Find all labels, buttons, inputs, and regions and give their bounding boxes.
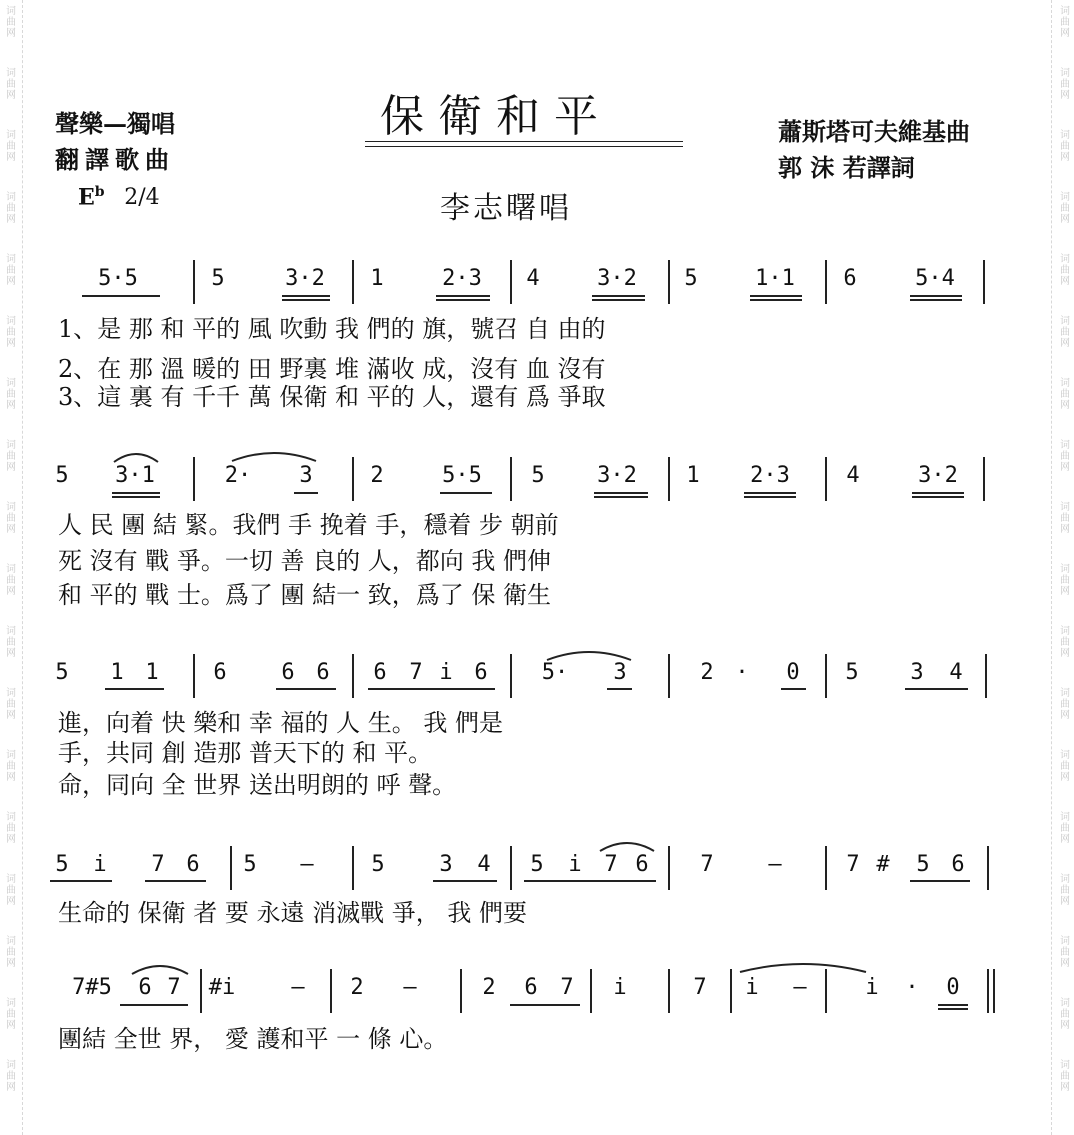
note: 5 bbox=[55, 852, 69, 877]
note: 1 bbox=[370, 266, 384, 291]
note: 6 bbox=[474, 660, 488, 685]
watermark-text: 词 曲 网 bbox=[6, 626, 16, 659]
lyric-line3-verse1: 進，向着 快 樂和 幸 福的 人 生。 我 們是 bbox=[58, 709, 504, 737]
beam-underline bbox=[436, 295, 490, 297]
note: 5 bbox=[371, 852, 385, 877]
title-underline-1 bbox=[365, 141, 683, 142]
note: 3·2 bbox=[597, 266, 637, 291]
barline bbox=[825, 654, 827, 698]
barline bbox=[200, 969, 202, 1013]
note: 1 bbox=[145, 660, 159, 685]
watermark-text: 词 曲 网 bbox=[6, 688, 16, 721]
note: i bbox=[613, 975, 627, 1000]
beam-underline bbox=[282, 295, 330, 297]
watermark-text: 词 曲 网 bbox=[6, 68, 16, 101]
barline bbox=[510, 457, 512, 501]
barline bbox=[825, 969, 827, 1013]
lyric-line1-verse1: 1、是 那 和 平的 風 吹動 我 們的 旗，號召 自 由的 bbox=[58, 315, 606, 343]
slur-tie bbox=[545, 646, 633, 662]
note: — bbox=[793, 975, 807, 1000]
beam-underline bbox=[524, 880, 656, 882]
note: i bbox=[439, 660, 453, 685]
lyricist: 郭 沫 若譯詞 bbox=[778, 153, 915, 182]
barline bbox=[668, 969, 670, 1013]
barline bbox=[668, 846, 670, 890]
key-signature bbox=[78, 184, 160, 210]
watermark-text: 词 曲 网 bbox=[6, 936, 16, 969]
barline bbox=[987, 969, 989, 1013]
watermark-text: 词 曲 网 bbox=[6, 564, 16, 597]
watermark-text: 词 曲 网 bbox=[6, 316, 16, 349]
watermark-text: 词 曲 网 bbox=[6, 192, 16, 225]
watermark-text: 词 曲 网 bbox=[1060, 688, 1070, 721]
note: 7 bbox=[151, 852, 165, 877]
note: 3·2 bbox=[918, 463, 958, 488]
note: # bbox=[876, 852, 890, 877]
beam-underline bbox=[905, 688, 968, 690]
note: 2·3 bbox=[750, 463, 790, 488]
barline bbox=[985, 654, 987, 698]
note: — bbox=[403, 975, 417, 1000]
barline bbox=[352, 457, 354, 501]
title-underline-2 bbox=[365, 146, 683, 147]
note: — bbox=[300, 852, 314, 877]
composer: 蕭斯塔可夫維基曲 bbox=[778, 117, 970, 146]
barline bbox=[668, 457, 670, 501]
beam-underline bbox=[912, 496, 964, 498]
note: 5·4 bbox=[915, 266, 955, 291]
note: 0 bbox=[786, 660, 800, 685]
barline bbox=[352, 260, 354, 304]
slur-tie bbox=[230, 447, 318, 463]
barline bbox=[510, 846, 512, 890]
note: 6 bbox=[373, 660, 387, 685]
note: 3·2 bbox=[597, 463, 637, 488]
barline bbox=[510, 260, 512, 304]
barline bbox=[230, 846, 232, 890]
beam-underline bbox=[592, 299, 645, 301]
note: i bbox=[568, 852, 582, 877]
slur-tie bbox=[598, 837, 656, 853]
note: 7 bbox=[846, 852, 860, 877]
page-title: 保衛和平 bbox=[380, 91, 612, 142]
note: 6 bbox=[635, 852, 649, 877]
slur-tie bbox=[130, 960, 190, 976]
beam-underline bbox=[781, 688, 806, 690]
note: 5 bbox=[684, 266, 698, 291]
note: 1 bbox=[686, 463, 700, 488]
beam-underline bbox=[510, 1004, 580, 1006]
barline bbox=[983, 260, 985, 304]
barline bbox=[352, 846, 354, 890]
lyric-line3-verse2: 手，共同 創 造那 普天下的 和 平。 bbox=[58, 739, 433, 767]
note: 7 bbox=[693, 975, 707, 1000]
watermark-text: 词 曲 网 bbox=[1060, 130, 1070, 163]
barline bbox=[825, 846, 827, 890]
note: 2· bbox=[224, 463, 252, 488]
watermark-text: 词 曲 网 bbox=[1060, 440, 1070, 473]
note: #i bbox=[208, 975, 236, 1000]
barline bbox=[193, 457, 195, 501]
barline bbox=[330, 969, 332, 1013]
watermark-text: 词 曲 网 bbox=[6, 1060, 16, 1093]
watermark-text: 词 曲 网 bbox=[1060, 626, 1070, 659]
beam-underline bbox=[750, 295, 802, 297]
note: 7 bbox=[560, 975, 574, 1000]
watermark-text: 词 曲 网 bbox=[1060, 254, 1070, 287]
note: 3 bbox=[613, 660, 627, 685]
note: 2·3 bbox=[442, 266, 482, 291]
lyric-line2-verse2: 死 沒有 戰 爭。一切 善 良的 人，都向 我 們伸 bbox=[58, 547, 552, 575]
watermark-text: 词 曲 网 bbox=[1060, 812, 1070, 845]
beam-underline bbox=[294, 492, 318, 494]
category-line-2: 翻譯歌曲 bbox=[55, 145, 175, 174]
note: 4 bbox=[526, 266, 540, 291]
watermark-text: 词 曲 网 bbox=[6, 130, 16, 163]
beam-underline bbox=[368, 688, 495, 690]
watermark-text: 词 曲 网 bbox=[1060, 564, 1070, 597]
watermark-text: 词 曲 网 bbox=[6, 750, 16, 783]
beam-underline bbox=[594, 492, 648, 494]
beam-underline bbox=[912, 492, 964, 494]
category-line-1: 聲樂—獨唱 bbox=[55, 109, 175, 138]
barline bbox=[825, 457, 827, 501]
note: 6 bbox=[213, 660, 227, 685]
lyric-line5: 團結 全世 界， 愛 護和平 一 條 心。 bbox=[58, 1025, 448, 1053]
beam-underline bbox=[282, 299, 330, 301]
note: 6 bbox=[138, 975, 152, 1000]
note: 3 bbox=[910, 660, 924, 685]
watermark-text: 词 曲 网 bbox=[6, 502, 16, 535]
barline bbox=[993, 969, 995, 1013]
note: 7 bbox=[409, 660, 423, 685]
note: 3 bbox=[299, 463, 313, 488]
note: 4 bbox=[949, 660, 963, 685]
beam-underline bbox=[82, 295, 160, 297]
beam-underline bbox=[436, 299, 490, 301]
barline bbox=[352, 654, 354, 698]
note: 6 bbox=[316, 660, 330, 685]
note: 5 bbox=[916, 852, 930, 877]
note: i bbox=[865, 975, 879, 1000]
note: 5 bbox=[55, 660, 69, 685]
singer: 李志曙唱 bbox=[440, 191, 572, 226]
lyric-line3-verse3: 命，同向 全 世界 送出明朗的 呼 聲。 bbox=[58, 771, 457, 799]
barline bbox=[590, 969, 592, 1013]
beam-underline bbox=[910, 880, 970, 882]
note: 3·1 bbox=[115, 463, 155, 488]
note: — bbox=[291, 975, 305, 1000]
watermark-text: 词 曲 网 bbox=[1060, 192, 1070, 225]
note: 2 bbox=[700, 660, 714, 685]
barline bbox=[983, 457, 985, 501]
barline bbox=[987, 846, 989, 890]
beam-underline bbox=[910, 295, 962, 297]
watermark-text: 词 曲 网 bbox=[1060, 6, 1070, 39]
slur-tie bbox=[112, 448, 160, 464]
watermark-text: 词 曲 网 bbox=[1060, 1060, 1070, 1093]
watermark-text: 词 曲 网 bbox=[1060, 998, 1070, 1031]
barline bbox=[460, 969, 462, 1013]
barline bbox=[510, 654, 512, 698]
note: 6 bbox=[281, 660, 295, 685]
watermark-text: 词 曲 网 bbox=[1060, 874, 1070, 907]
beam-underline bbox=[938, 1004, 968, 1006]
note: 7#5 bbox=[72, 975, 112, 1000]
note: 5 bbox=[530, 852, 544, 877]
beam-underline bbox=[145, 880, 206, 882]
watermark-text: 词 曲 网 bbox=[6, 254, 16, 287]
note: 6 bbox=[951, 852, 965, 877]
note: 5 bbox=[55, 463, 69, 488]
note: 1 bbox=[110, 660, 124, 685]
beam-underline bbox=[112, 492, 160, 494]
note: 4 bbox=[846, 463, 860, 488]
watermark-text: 词 曲 网 bbox=[1060, 750, 1070, 783]
watermark-text: 词 曲 网 bbox=[6, 378, 16, 411]
beam-underline bbox=[938, 1008, 968, 1010]
note: i bbox=[93, 852, 107, 877]
key-flat: b bbox=[94, 184, 105, 200]
watermark-text: 词 曲 网 bbox=[1060, 936, 1070, 969]
note: 6 bbox=[524, 975, 538, 1000]
note: 2 bbox=[370, 463, 384, 488]
beam-underline bbox=[105, 688, 164, 690]
note: 7 bbox=[604, 852, 618, 877]
note: 5· bbox=[541, 660, 569, 685]
lyric-line2-verse1: 人 民 團 結 緊。我們 手 挽着 手，穩着 步 朝前 bbox=[58, 511, 559, 539]
note: i bbox=[745, 975, 759, 1000]
beam-underline bbox=[50, 880, 112, 882]
watermark-text: 词 曲 网 bbox=[1060, 316, 1070, 349]
key-letter: E bbox=[78, 184, 95, 211]
note: 1·1 bbox=[755, 266, 795, 291]
note: 7 bbox=[167, 975, 181, 1000]
beam-underline bbox=[112, 496, 160, 498]
note: · bbox=[735, 660, 749, 685]
watermark-text: 词 曲 网 bbox=[6, 812, 16, 845]
beam-underline bbox=[594, 496, 648, 498]
note: 3·2 bbox=[285, 266, 325, 291]
watermark-text: 词 曲 网 bbox=[6, 6, 16, 39]
note: 5 bbox=[243, 852, 257, 877]
lyric-line4: 生命的 保衛 者 要 永遠 消滅戰 爭， 我 們要 bbox=[58, 899, 528, 927]
barline bbox=[668, 654, 670, 698]
note: 2 bbox=[350, 975, 364, 1000]
beam-underline bbox=[592, 295, 645, 297]
watermark-text: 词 曲 网 bbox=[6, 998, 16, 1031]
beam-underline bbox=[607, 688, 632, 690]
note: — bbox=[768, 852, 782, 877]
beam-underline bbox=[440, 492, 492, 494]
beam-underline bbox=[744, 496, 796, 498]
barline bbox=[193, 260, 195, 304]
watermark-text: 词 曲 网 bbox=[6, 874, 16, 907]
lyric-line1-verse2: 2、在 那 溫 暖的 田 野裏 堆 滿收 成，沒有 血 沒有 bbox=[58, 355, 606, 383]
beam-underline bbox=[910, 299, 962, 301]
beam-underline bbox=[750, 299, 802, 301]
beam-underline bbox=[433, 880, 497, 882]
note: 3 bbox=[439, 852, 453, 877]
note: · bbox=[905, 975, 919, 1000]
slur-tie bbox=[738, 958, 868, 974]
note: 4 bbox=[477, 852, 491, 877]
beam-underline bbox=[276, 688, 336, 690]
barline bbox=[730, 969, 732, 1013]
note: 6 bbox=[843, 266, 857, 291]
barline bbox=[193, 654, 195, 698]
note: 6 bbox=[186, 852, 200, 877]
note: 0 bbox=[946, 975, 960, 1000]
time-signature: 2/4 bbox=[124, 185, 160, 211]
note: 5 bbox=[211, 266, 225, 291]
note: 5 bbox=[531, 463, 545, 488]
beam-underline bbox=[744, 492, 796, 494]
watermark-text: 词 曲 网 bbox=[6, 440, 16, 473]
note: 5·5 bbox=[98, 266, 138, 291]
lyric-line2-verse3: 和 平的 戰 士。爲了 團 結一 致，爲了 保 衛生 bbox=[58, 581, 552, 609]
watermark-text: 词 曲 网 bbox=[1060, 502, 1070, 535]
barline bbox=[668, 260, 670, 304]
note: 5·5 bbox=[442, 463, 482, 488]
beam-underline bbox=[120, 1004, 188, 1006]
watermark-text: 词 曲 网 bbox=[1060, 378, 1070, 411]
watermark-text: 词 曲 网 bbox=[1060, 68, 1070, 101]
note: 7 bbox=[700, 852, 714, 877]
note: 5 bbox=[845, 660, 859, 685]
note: 2 bbox=[482, 975, 496, 1000]
lyric-line1-verse3: 3、這 裏 有 千千 萬 保衛 和 平的 人，還有 爲 爭取 bbox=[58, 383, 606, 411]
barline bbox=[825, 260, 827, 304]
